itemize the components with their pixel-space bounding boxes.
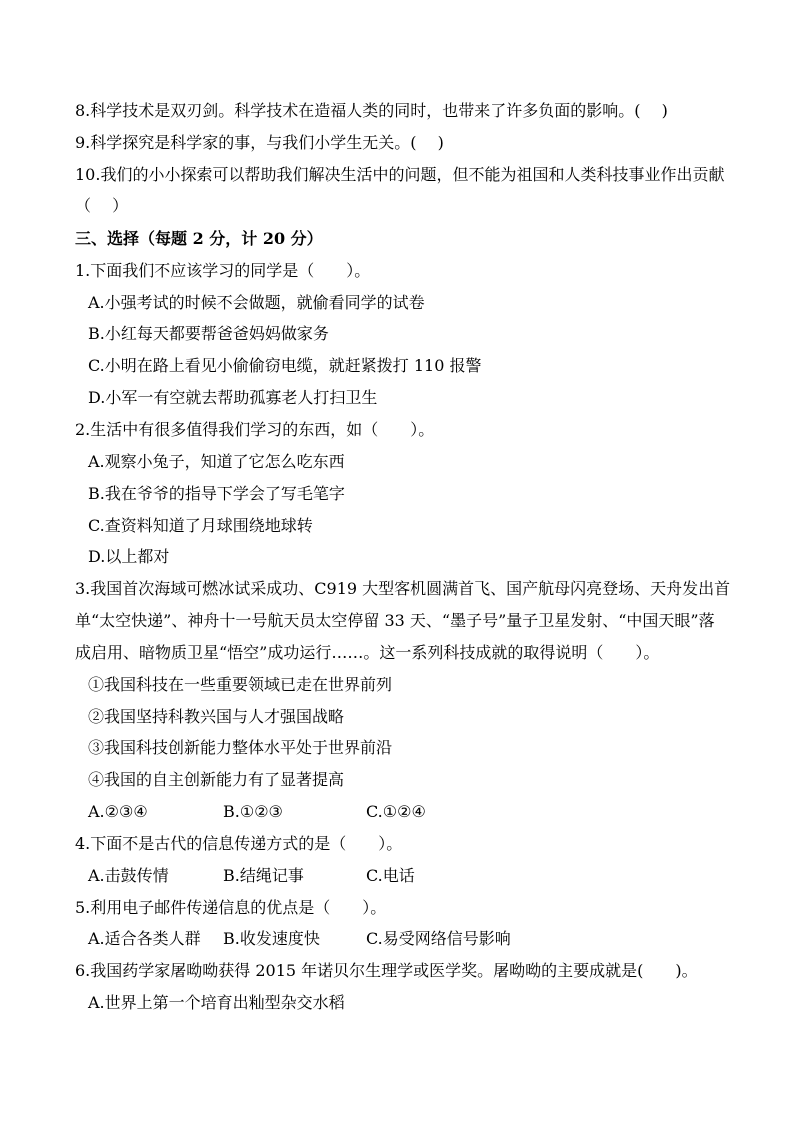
judge-item-10-bracket: （ ）	[75, 196, 129, 215]
question-2-option-c: C.查资料知道了月球围绕地球转	[88, 516, 313, 535]
question-3-option-c: C.①②④	[366, 802, 426, 821]
question-1-option-d: D.小军一有空就去帮助孤寡老人打扫卫生	[88, 388, 378, 407]
question-2-option-a: A.观察小兔子，知道了它怎么吃东西	[88, 452, 345, 471]
question-2-stem: 2.生活中有很多值得我们学习的东西，如（ ）。	[75, 420, 435, 439]
question-6-option-a: A.世界上第一个培育出籼型杂交水稻	[88, 993, 345, 1012]
question-5-option-a: A.适合各类人群	[88, 929, 201, 948]
question-1-stem: 1.下面我们不应该学习的同学是（ ）。	[75, 261, 371, 280]
question-3-statement-1: ①我国科技在一些重要领域已走在世界前列	[88, 675, 393, 694]
question-5-stem: 5.利用电子邮件传递信息的优点是（ ）。	[75, 898, 387, 917]
question-3-option-b: B.①②③	[223, 802, 283, 821]
judge-item-10: 10.我们的小小探索可以帮助我们解决生活中的问题，但不能为祖国和人类科技事业作出贡献	[75, 165, 725, 184]
section-title: 三、选择（每题 2 分，计 20 分）	[75, 229, 323, 248]
question-2-option-d: D.以上都对	[88, 547, 170, 566]
question-5-option-c: C.易受网络信号影响	[366, 929, 511, 948]
question-1-option-a: A.小强考试的时候不会做题，就偷看同学的试卷	[88, 293, 425, 312]
question-1-option-c: C.小明在路上看见小偷偷窃电缆，就赶紧拨打 110 报警	[88, 356, 482, 375]
question-3-stem-line-2: 单“太空快递”、神舟十一号航天员太空停留 33 天、“墨子号”量子卫星发射、“中国天眼”落	[75, 611, 715, 630]
question-3-statement-2: ②我国坚持科教兴国与人才强国战略	[88, 707, 345, 726]
question-1-option-b: B.小红每天都要帮爸爸妈妈做家务	[88, 324, 329, 343]
question-3-statement-3: ③我国科技创新能力整体水平处于世界前沿	[88, 738, 393, 757]
question-3-statement-4: ④我国的自主创新能力有了显著提高	[88, 770, 345, 789]
question-4-option-b: B.结绳记事	[223, 866, 304, 885]
question-3-stem-line-3: 成启用、暗物质卫星“悟空”成功运行……。这一系列科技成就的取得说明（ ）。	[75, 643, 660, 662]
question-5-option-b: B.收发速度快	[223, 929, 320, 948]
judge-item-9: 9.科学探究是科学家的事，与我们小学生无关。( )	[75, 133, 444, 152]
question-4-option-a: A.击鼓传情	[88, 866, 169, 885]
question-3-option-a: A.②③④	[88, 802, 148, 821]
question-4-option-c: C.电话	[366, 866, 415, 885]
question-6-stem: 6.我国药学家屠呦呦获得 2015 年诺贝尔生理学或医学奖。屠呦呦的主要成就是( )。	[75, 961, 698, 980]
question-4-stem: 4.下面不是古代的信息传递方式的是（ ）。	[75, 834, 403, 853]
judge-item-8: 8.科学技术是双刃剑。科学技术在造福人类的同时，也带来了许多负面的影响。( )	[75, 101, 668, 120]
question-2-option-b: B.我在爷爷的指导下学会了写毛笔字	[88, 484, 345, 503]
question-3-stem-line-1: 3.我国首次海域可燃冰试采成功、C919 大型客机圆满首飞、国产航母闪亮登场、天舟发出首	[75, 579, 731, 598]
